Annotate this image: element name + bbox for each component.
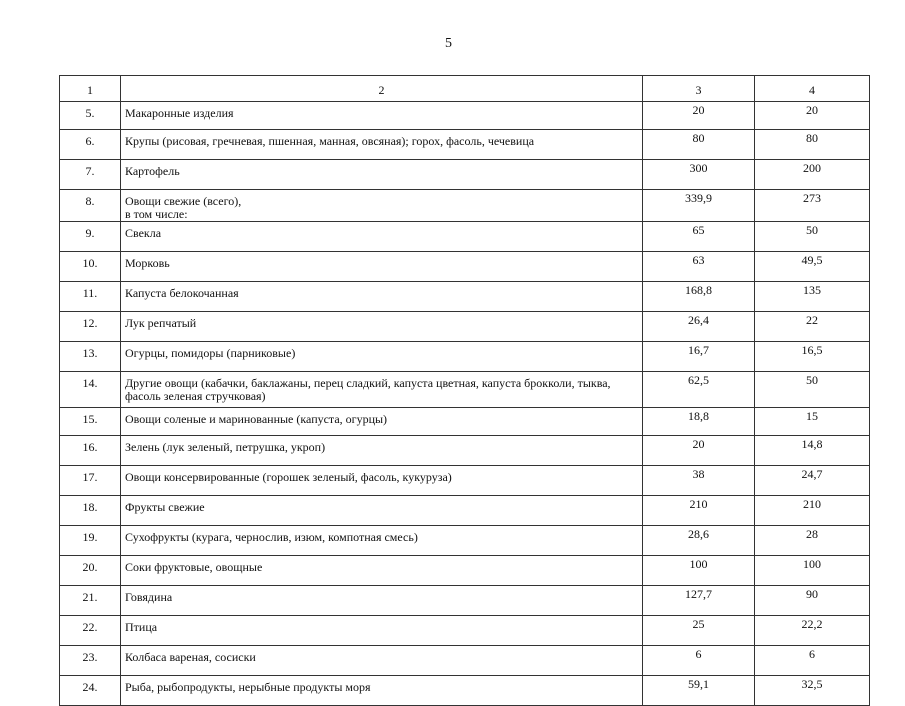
row-number: 20. [60, 556, 121, 586]
row-value-col-3: 26,4 [643, 312, 755, 342]
row-value-col-3: 80 [643, 130, 755, 160]
row-product-name: Фрукты свежие [121, 496, 643, 526]
table-header-row [60, 76, 870, 102]
row-value-col-3: 100 [643, 556, 755, 586]
row-product-name: Макаронные изделия [121, 102, 643, 130]
table-row [60, 190, 870, 222]
row-number: 18. [60, 496, 121, 526]
row-number: 9. [60, 222, 121, 252]
row-value-col-3: 63 [643, 252, 755, 282]
header-col-2: 2 [121, 76, 643, 102]
row-number: 5. [60, 102, 121, 130]
row-product-name: Лук репчатый [121, 312, 643, 342]
table-row [60, 408, 870, 436]
row-number: 13. [60, 342, 121, 372]
row-value-col-4: 50 [755, 372, 870, 408]
row-number: 8. [60, 190, 121, 222]
row-number: 16. [60, 436, 121, 466]
row-product-name: Картофель [121, 160, 643, 190]
row-value-col-4: 22,2 [755, 616, 870, 646]
row-number: 7. [60, 160, 121, 190]
row-product-name: Птица [121, 616, 643, 646]
table-row [60, 342, 870, 372]
row-product-name: Капуста белокочанная [121, 282, 643, 312]
row-number: 6. [60, 130, 121, 160]
row-value-col-4: 273 [755, 190, 870, 222]
table-row [60, 616, 870, 646]
row-value-col-3: 127,7 [643, 586, 755, 616]
row-value-col-4: 14,8 [755, 436, 870, 466]
row-value-col-4: 6 [755, 646, 870, 676]
header-col-1: 1 [60, 76, 121, 102]
row-value-col-3: 20 [643, 102, 755, 130]
row-value-col-3: 59,1 [643, 676, 755, 706]
table-row [60, 556, 870, 586]
table-row [60, 130, 870, 160]
row-value-col-4: 16,5 [755, 342, 870, 372]
row-value-col-3: 25 [643, 616, 755, 646]
row-value-col-3: 65 [643, 222, 755, 252]
row-number: 24. [60, 676, 121, 706]
row-value-col-4: 28 [755, 526, 870, 556]
row-value-col-4: 49,5 [755, 252, 870, 282]
row-number: 12. [60, 312, 121, 342]
table-row [60, 436, 870, 466]
table-row [60, 312, 870, 342]
row-product-name: Свекла [121, 222, 643, 252]
table-row [60, 526, 870, 556]
row-value-col-4: 135 [755, 282, 870, 312]
row-product-name: Овощи соленые и маринованные (капуста, огурцы) [121, 408, 643, 436]
row-value-col-3: 20 [643, 436, 755, 466]
food-norms-table [59, 75, 870, 706]
row-value-col-3: 210 [643, 496, 755, 526]
row-number: 11. [60, 282, 121, 312]
row-product-name: Другие овощи (кабачки, баклажаны, перец сладкий, капуста цветная, капуста брокколи, тыква, фасоль зеленая стручковая) [121, 372, 643, 408]
row-product-name: Зелень (лук зеленый, петрушка, укроп) [121, 436, 643, 466]
table-row [60, 160, 870, 190]
row-value-col-3: 62,5 [643, 372, 755, 408]
row-product-name: Морковь [121, 252, 643, 282]
table-row [60, 496, 870, 526]
row-product-name: Сухофрукты (курага, чернослив, изюм, компотная смесь) [121, 526, 643, 556]
row-product-name: Огурцы, помидоры (парниковые) [121, 342, 643, 372]
row-product-name: Овощи консервированные (горошек зеленый, фасоль, кукуруза) [121, 466, 643, 496]
row-value-col-4: 24,7 [755, 466, 870, 496]
row-number: 15. [60, 408, 121, 436]
row-number: 14. [60, 372, 121, 408]
table-row [60, 252, 870, 282]
row-number: 10. [60, 252, 121, 282]
row-number: 19. [60, 526, 121, 556]
row-value-col-4: 50 [755, 222, 870, 252]
row-value-col-4: 100 [755, 556, 870, 586]
row-value-col-3: 339,9 [643, 190, 755, 222]
row-product-name: Колбаса вареная, сосиски [121, 646, 643, 676]
row-value-col-4: 80 [755, 130, 870, 160]
table-row [60, 676, 870, 706]
table-row [60, 222, 870, 252]
table-row [60, 586, 870, 616]
row-value-col-3: 168,8 [643, 282, 755, 312]
row-value-col-4: 210 [755, 496, 870, 526]
row-value-col-4: 200 [755, 160, 870, 190]
row-product-name: Крупы (рисовая, гречневая, пшенная, манная, овсяная); горох, фасоль, чечевица [121, 130, 643, 160]
row-number: 21. [60, 586, 121, 616]
row-product-name: Соки фруктовые, овощные [121, 556, 643, 586]
header-col-4: 4 [755, 76, 870, 102]
table-row [60, 466, 870, 496]
row-product-name: Рыба, рыбопродукты, нерыбные продукты моря [121, 676, 643, 706]
row-number: 22. [60, 616, 121, 646]
row-value-col-3: 38 [643, 466, 755, 496]
row-value-col-4: 15 [755, 408, 870, 436]
row-value-col-3: 28,6 [643, 526, 755, 556]
row-value-col-4: 90 [755, 586, 870, 616]
row-number: 23. [60, 646, 121, 676]
table-row [60, 282, 870, 312]
row-value-col-4: 32,5 [755, 676, 870, 706]
row-product-name: Овощи свежие (всего), в том числе: [121, 190, 643, 222]
row-value-col-4: 20 [755, 102, 870, 130]
table-row [60, 372, 870, 408]
header-col-3: 3 [643, 76, 755, 102]
row-value-col-4: 22 [755, 312, 870, 342]
row-number: 17. [60, 466, 121, 496]
row-value-col-3: 16,7 [643, 342, 755, 372]
row-value-col-3: 6 [643, 646, 755, 676]
row-value-col-3: 300 [643, 160, 755, 190]
table-row [60, 102, 870, 130]
table-row [60, 646, 870, 676]
row-value-col-3: 18,8 [643, 408, 755, 436]
page-number: 5 [445, 36, 452, 51]
row-product-name: Говядина [121, 586, 643, 616]
